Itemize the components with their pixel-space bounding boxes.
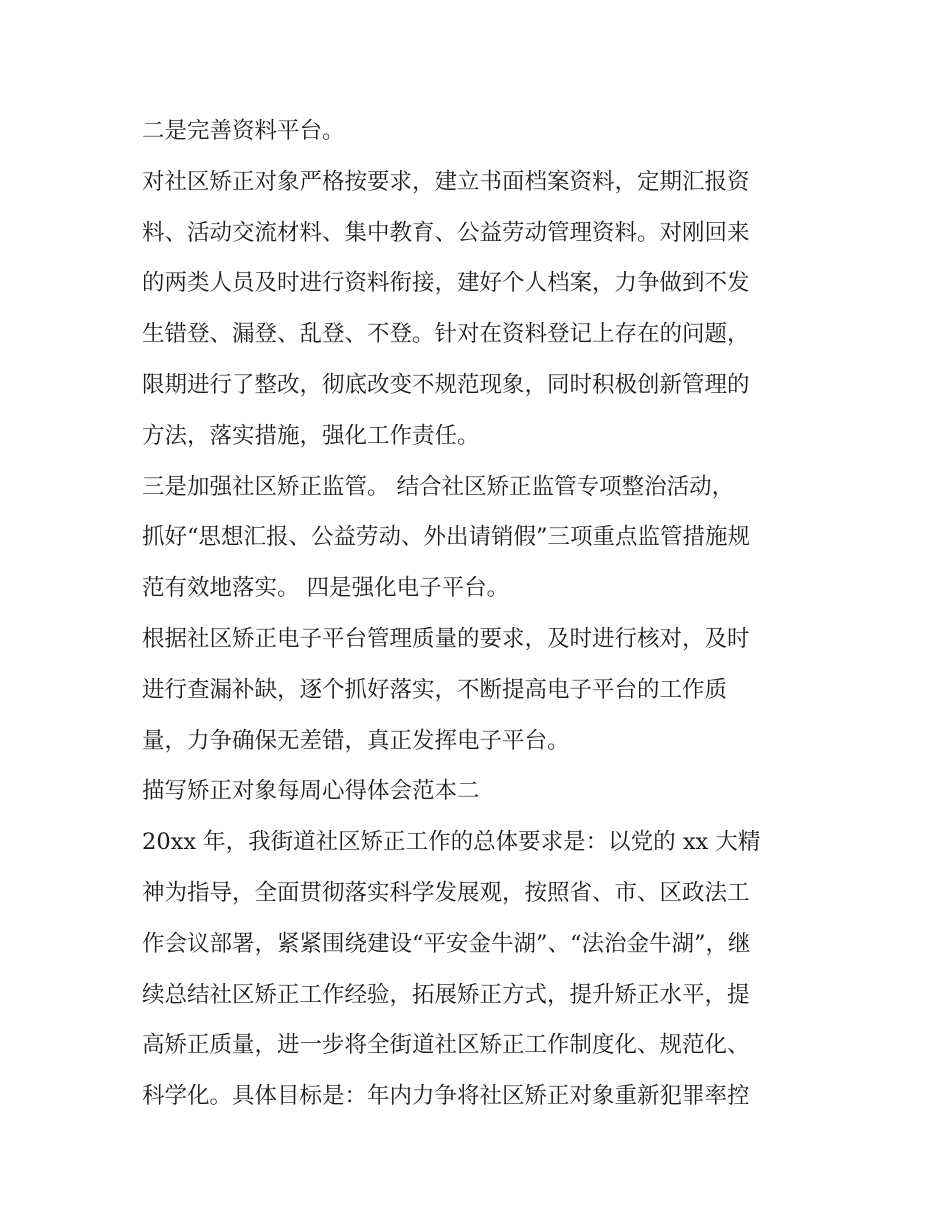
- text-line: 续总结社区矫正工作经验，拓展矫正方式，提升矫正水平，提: [142, 981, 750, 1008]
- text-line: 进行查漏补缺，逐个抓好落实，不断提高电子平台的工作质: [142, 676, 728, 703]
- text-line: 范有效地落实。 四是强化电子平台。: [142, 575, 510, 602]
- text-line: 方法，落实措施，强化工作责任。: [142, 422, 480, 449]
- text-line: 根据社区矫正电子平台管理质量的要求，及时进行核对，及时: [142, 625, 750, 652]
- text-line: 20xx 年，我街道社区矫正工作的总体要求是：以党的 xx 大精: [142, 829, 761, 856]
- text-line: 二是完善资料平台。: [142, 118, 345, 144]
- text-line: 科学化。具体目标是：年内力争将社区矫正对象重新犯罪率控: [142, 1083, 750, 1110]
- text-line: 限期进行了整改，彻底改变不规范现象，同时积极创新管理的: [142, 371, 750, 398]
- text-line: 对社区矫正对象严格按要求，建立书面档案资料，定期汇报资: [142, 168, 750, 195]
- text-line: 三是加强社区矫正监管。 结合社区矫正监管专项整治活动，: [142, 473, 735, 500]
- text-line: 的两类人员及时进行资料衔接，建好个人档案，力争做到不发: [142, 270, 750, 297]
- document-body: [142, 106, 822, 1122]
- text-line: 高矫正质量，进一步将全街道社区矫正工作制度化、规范化、: [142, 1032, 750, 1059]
- text-line: 量，力争确保无差错，真正发挥电子平台。: [142, 727, 570, 754]
- text-line: 抓好“思想汇报、公益劳动、外出请销假”三项重点监管措施规: [142, 524, 751, 551]
- text-line: 料、活动交流材料、集中教育、公益劳动管理资料。对刚回来: [142, 219, 750, 246]
- text-line: 作会议部署，紧紧围绕建设“平安金牛湖”、“法治金牛湖”，继: [142, 930, 751, 957]
- text-line: 生错登、漏登、乱登、不登。针对在资料登记上存在的问题，: [142, 321, 750, 348]
- text-line: 神为指导，全面贯彻落实科学发展观，按照省、市、区政法工: [142, 879, 750, 906]
- section-heading: 描写矫正对象每周心得体会范本二: [142, 778, 480, 805]
